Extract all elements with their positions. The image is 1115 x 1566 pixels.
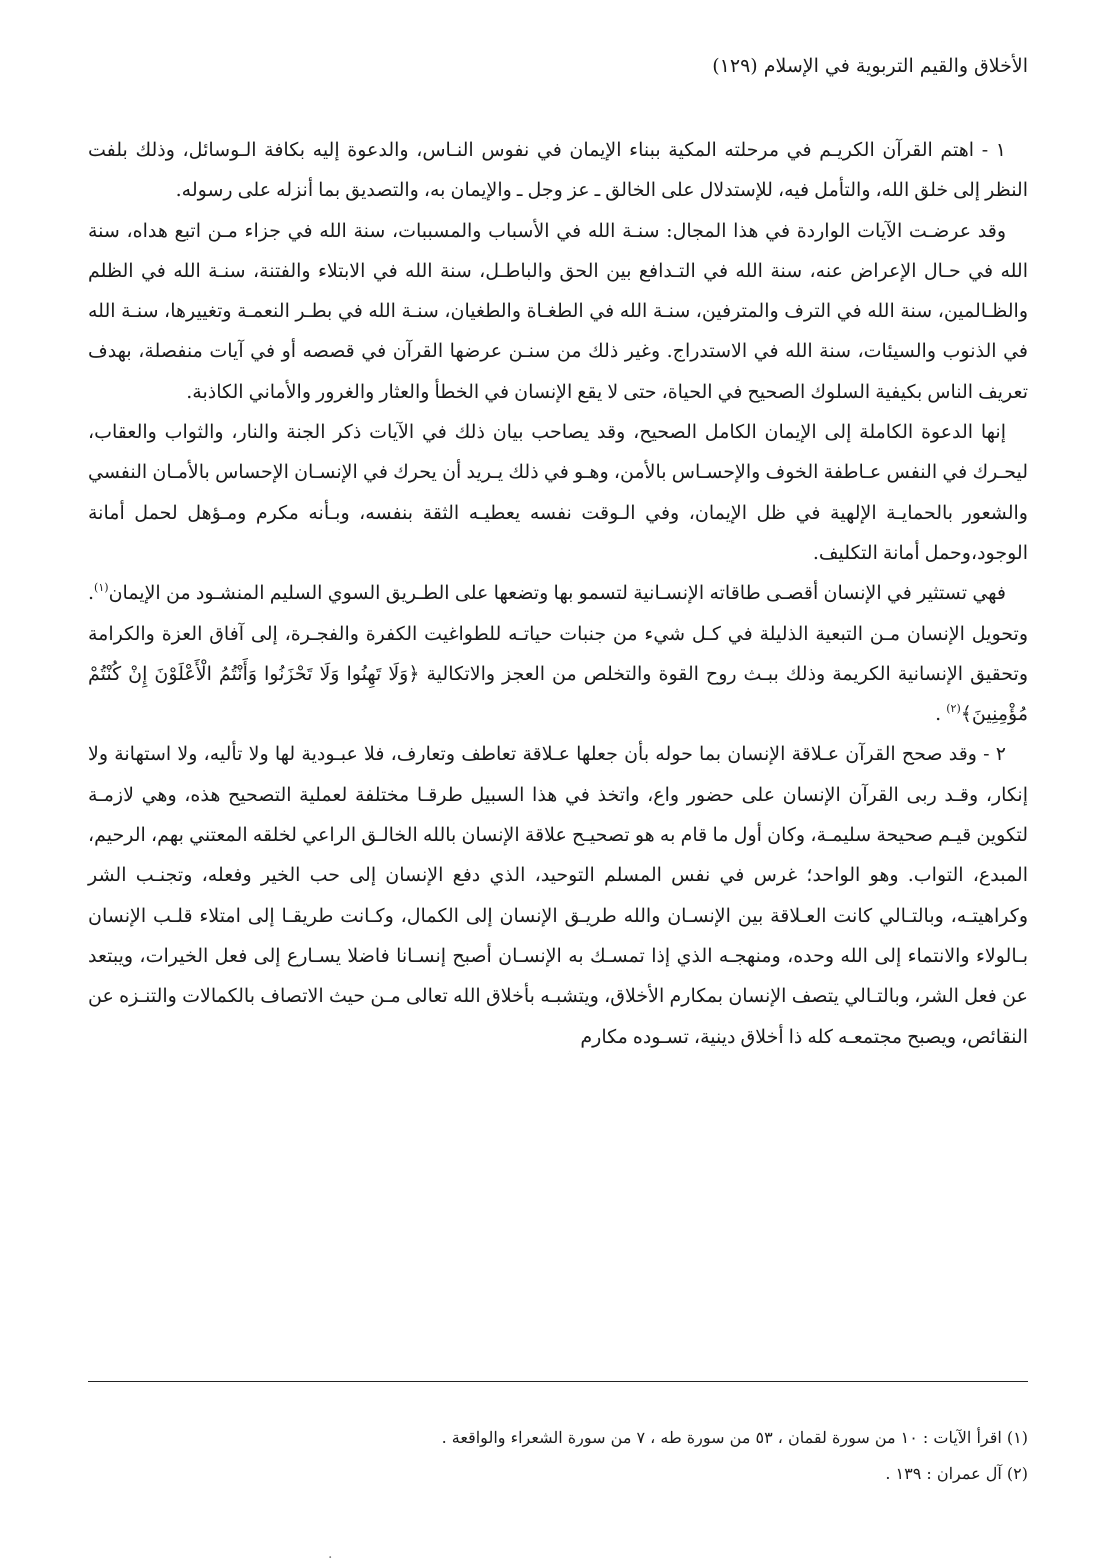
body-text [88, 130, 1028, 1057]
paragraph-4-part-b: . وتحويل الإنسان مـن التبعية الذليلة في كـل شيء من جنبات حياتـه للطواغيت الكفرة والفجـرة، إلى آفاق العزة والكرامة وتحقيق الإنسانية الكريمة وذلك ببـث روح القوة والتخلص من العجز والاتكالية [88, 582, 1029, 685]
paragraph-4-end: . [935, 703, 947, 726]
paragraph-1: ١ - اهتم القرآن الكريـم في مرحلته المكية ببناء الإيمان في نفوس النـاس، والدعوة إليه بكافة الـوسائل، وذلك بلفت النظر إلى خلق الله، والتأمل فيه، للإستدلال على الخالق ـ عز وجل ـ والإيمان به، والتصديق بما أنزله على رسوله. [88, 139, 1028, 202]
running-header: الأخلاق والقيم التربوية في الإسلام (١٢٩) [712, 55, 1028, 77]
stray-mark: · [328, 1550, 333, 1566]
footnote-2: (٢) آل عمران : ١٣٩ . [885, 1464, 1028, 1483]
document-page [88, 40, 1029, 1566]
quran-verse: ﴿وَلَا تَهِنُوا وَلَا تَحْزَنُوا وَأَنْتُمُ الْأَعْلَوْنَ إِنْ كُنْتُمْ مُؤْمِنِينَ﴾ [88, 662, 1028, 726]
paragraph-4 [88, 573, 1028, 734]
footnote-1: (١) اقرأ الآيات : ١٠ من سورة لقمان ، ٥٣ من سورة طه ، ٧ من سورة الشعراء والواقعة . [441, 1428, 1028, 1447]
paragraph-5: ٢ - وقد صحح القرآن عـلاقة الإنسان بما حوله بأن جعلها عـلاقة تعاطف وتعارف، فلا عبـودية لها ولا تأليه، ولا استهانة ولا إنكار، وقـد ربى القرآن الإنسان على حضور واع، واتخذ في هذا السبيل طرقـا مختلفة لعملية التصحيح هذه، وهي لازمـة لتكوين قيـم صحيحة سليمـة، وكان أول ما قام به هو تصحيـح علاقة الإنسان بالله الخالـق الراعي لخلقه المعتني بهم، الرحيم، المبدع، التواب. وهو الواحد؛ غرس في نفس المسلم التوحيد، الذي دفع الإنسان إلى حب الخير وفعله، وتجنـب الشر وكراهيتـه، وبالتـالي كانت العـلاقة بين الإنسـان والله طريـق الإنسان إلى الكمال، وكـانت طريقـا إلى امتلاء قلـب الإنسان بـالولاء والانتماء إلى الله وحده، ومنهجـه الذي إذا تمسـك به الإنسـان أصبح إنسـانا فاضلا يسـارع إلى فعل الخيرات، ويبتعد عن فعل الشر، وبالتـالي يتصف الإنسان بمكارم الأخلاق، ويتشبـه بأخلاق الله تعالى مـن حيث الاتصاف بالكمالات والتنـزه عن النقائص، ويصبح مجتمعـه كله ذا أخلاق دينية، تسـوده مكارم [88, 743, 1028, 1048]
footnote-ref-2[interactable]: (٢) [946, 702, 961, 716]
paragraph-4-part-a: فهي تستثير في الإنسان أقصـى طاقاته الإنسـانية لتسمو بها وتضعها على الطـريق السوي السليم المنشـود من الإيمان [108, 582, 1006, 605]
paragraph-3: إنها الدعوة الكاملة إلى الإيمان الكامل الصحيح، وقد يصاحب بيان ذلك في الآيات ذكر الجنة والنار، والثواب والعقاب، ليحـرك في النفس عـاطفة الخوف والإحسـاس بالأمن، وهـو في ذلك يـريد أن يحرك في الإنسـان الإحساس بالأمـان النفسي والشعور بالحمايـة الإلهية في ظل الإيمان، وفي الـوقت نفسه يعطيـه الثقة بنفسه، وبـأنه مكرم ومـؤهل لحمل أمانة الوجود،وحمل أمانة التكليف. [88, 421, 1028, 564]
paragraph-2: وقد عرضـت الآيات الواردة في هذا المجال: سنـة الله في الأسباب والمسببات، سنة الله في جزاء مـن اتبع هداه، سنة الله في حـال الإعراض عنه، سنة الله في التـدافع بين الحق والباطـل، سنة الله في الابتلاء والفتنة، سنـة الله في الظلم والظـالمين، سنة الله في الترف والمترفين، سنـة الله في الطغـاة والطغيان، سنـة الله في بطـر النعمـة وتغييرها، سنـة الله في الذنوب والسيئات، سنة الله في الاستدراج. وغير ذلك من سنـن عرضها القرآن في قصصه أو في آيات منفصلة، بهدف تعريف الناس بكيفية السلوك الصحيح في الحياة، حتى لا يقع الإنسان في الخطأ والعثار والغرور والأماني الكاذبة. [88, 219, 1028, 403]
footnote-ref-1[interactable]: (١) [94, 581, 109, 595]
footnote-separator [88, 1381, 1028, 1382]
footnotes [88, 1420, 1028, 1492]
